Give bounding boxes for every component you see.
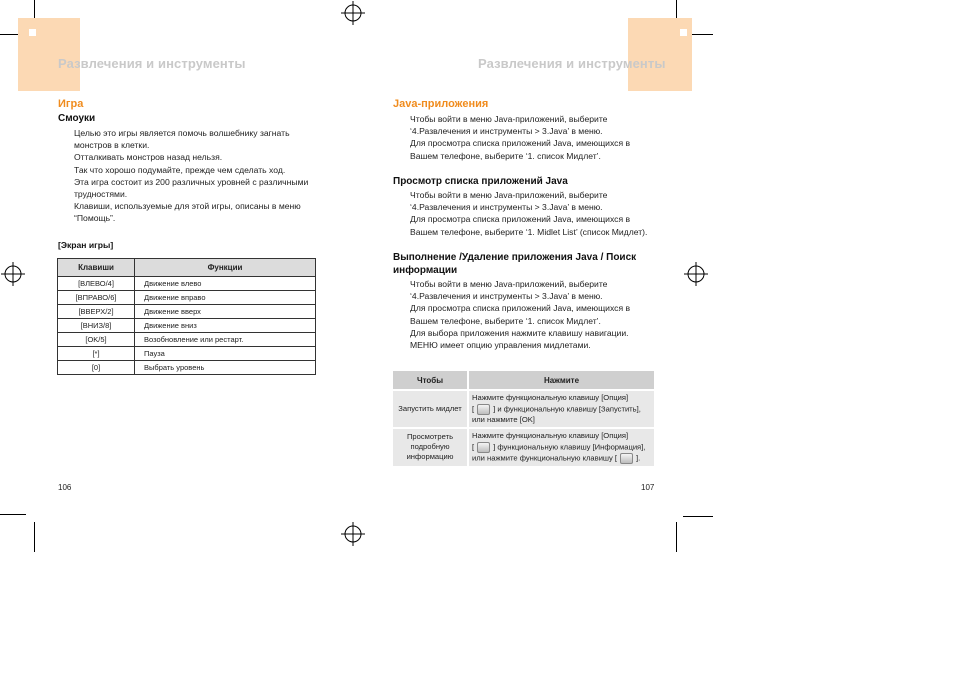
key-cell: [ВВЕРХ/2] xyxy=(58,305,135,319)
text-line: Чтобы войти в меню Java-приложений, выберите xyxy=(410,190,608,200)
table-header-row xyxy=(393,371,654,389)
java-actions-table xyxy=(393,369,654,468)
page-number-left: 106 xyxy=(58,483,72,492)
text-line: Отталкивать монстров назад нельзя. xyxy=(74,152,223,163)
instruction-cell xyxy=(469,429,654,466)
text-line: Для просмотра списка приложений Java, имеющихся в xyxy=(410,214,631,225)
text-line: Нажмите функциональную клавишу [Опция] xyxy=(472,431,629,440)
java-intro xyxy=(410,113,630,162)
text-fragment: ] и функциональную клавишу [Запустить], xyxy=(493,404,641,413)
text-line: Вашем телефоне, выберите ‘1. список Мидлет’. xyxy=(410,315,601,326)
text-line: ‘4.Развлечения и инструменты > 3.Java’ в меню. xyxy=(410,126,603,137)
function-cell: Движение влево xyxy=(135,277,316,291)
function-cell: Движение вверх xyxy=(135,305,316,319)
text-line: Для просмотра списка приложений Java, имеющихся в xyxy=(410,303,631,314)
text-fragment: или нажмите функциональную клавишу [ xyxy=(472,453,618,462)
view-list-title: Просмотр списка приложений Java xyxy=(393,176,568,187)
text-line: монстров в клетки. xyxy=(74,140,150,151)
action-cell xyxy=(393,429,469,466)
function-cell: Выбрать уровень xyxy=(135,361,316,375)
key-cell: [*] xyxy=(58,347,135,361)
action-cell: Запустить мидлет xyxy=(393,391,469,427)
table-row xyxy=(58,347,316,361)
registration-mark-bottom xyxy=(341,522,365,546)
function-cell: Возобновление или рестарт. xyxy=(135,333,316,347)
text-line: Для выбора приложения нажмите клавишу навигации. xyxy=(410,327,629,338)
crop-mark xyxy=(676,522,677,552)
screen-title: [Экран игры] xyxy=(58,240,114,250)
text-line: трудностями. xyxy=(74,189,128,200)
bracket-text: [ xyxy=(472,442,475,451)
text-line: или нажмите [OK] xyxy=(472,414,535,424)
bracket-text: [ xyxy=(472,404,475,413)
exec-title-line: информации xyxy=(393,265,458,276)
section-title-java: Java-приложения xyxy=(393,98,489,110)
function-cell: Движение вправо xyxy=(135,291,316,305)
table-row xyxy=(58,319,316,333)
text-line: ‘4.Развлечения и инструменты > 3.Java’ в меню. xyxy=(410,291,603,302)
text-line: информацию xyxy=(406,452,454,462)
text-line: Эта игра состоит из 200 различных уровней с различными xyxy=(74,176,309,187)
text-fragment: ] функциональную клавишу [Информация], xyxy=(493,442,646,451)
soft-key-icon xyxy=(477,442,490,453)
table-header-row xyxy=(58,259,316,277)
registration-mark-top xyxy=(341,1,365,25)
header-title-left: Развлечения и инструменты xyxy=(58,56,246,71)
text-line: Просмотреть xyxy=(406,432,454,442)
key-cell: [ВПРАВО/6] xyxy=(58,291,135,305)
view-list-text xyxy=(410,189,647,238)
table-row xyxy=(393,391,654,427)
exec-title xyxy=(393,251,636,277)
registration-mark-right xyxy=(684,262,708,286)
page-number-right: 107 xyxy=(641,483,655,492)
text-line: Нажмите функциональную клавишу [Опция] xyxy=(472,393,629,402)
table-row xyxy=(58,277,316,291)
key-cell: [0] xyxy=(58,361,135,375)
text-line xyxy=(472,453,651,464)
key-cell: [OK/5] xyxy=(58,333,135,347)
exec-title-line: Выполнение /Удаление приложения Java / Поиск xyxy=(393,252,637,263)
table-row xyxy=(58,333,316,347)
column-header-keys: Клавиши xyxy=(58,259,135,277)
keys-table xyxy=(57,258,316,375)
text-line: МЕНЮ имеет опцию управления мидлетами. xyxy=(410,340,591,351)
crop-mark xyxy=(683,516,713,517)
crop-mark xyxy=(0,514,26,515)
header-block-left xyxy=(18,18,80,91)
text-fragment: ]. xyxy=(636,453,641,462)
function-cell: Пауза xyxy=(135,347,316,361)
table-row xyxy=(58,361,316,375)
table-row xyxy=(58,305,316,319)
text-line: ‘4.Развлечения и инструменты > 3.Java’ в меню. xyxy=(410,202,603,213)
game-description xyxy=(74,127,308,225)
column-header-press: Нажмите xyxy=(469,371,654,389)
instruction-cell xyxy=(469,391,654,427)
text-line: Целью это игры является помочь волшебнику загнать xyxy=(74,128,290,138)
text-line: Вашем телефоне, выберите ‘1. список Мидлет’. xyxy=(410,150,601,161)
key-cell: [ВЛЕВО/4] xyxy=(58,277,135,291)
text-line: Чтобы войти в меню Java-приложений, выберите xyxy=(410,114,608,124)
text-line: Вашем телефоне, выберите ‘1. Midlet List’ (список Мидлет). xyxy=(410,226,648,237)
key-cell: [ВНИЗ/8] xyxy=(58,319,135,333)
header-notch xyxy=(680,29,687,36)
soft-key-icon xyxy=(620,453,633,464)
text-line: Для просмотра списка приложений Java, имеющихся в xyxy=(410,138,631,149)
text-line: подробную xyxy=(410,442,450,452)
header-title-right: Развлечения и инструменты xyxy=(478,56,666,71)
header-notch xyxy=(29,29,36,36)
text-line xyxy=(472,442,651,453)
crop-mark xyxy=(34,522,35,552)
text-line: “Помощь”. xyxy=(74,213,116,224)
column-header-to: Чтобы xyxy=(393,371,469,389)
text-line: Клавиши, используемые для этой игры, описаны в меню xyxy=(74,201,301,212)
column-header-functions: Функции xyxy=(135,259,316,277)
exec-text xyxy=(410,278,630,351)
table-row xyxy=(58,291,316,305)
soft-key-icon xyxy=(477,404,490,415)
function-cell: Движение вниз xyxy=(135,319,316,333)
table-row xyxy=(393,429,654,466)
registration-mark-left xyxy=(1,262,25,286)
game-title: Смоуки xyxy=(58,113,96,124)
text-line: Так что хорошо подумайте, прежде чем сделать ход. xyxy=(74,164,286,175)
text-line xyxy=(472,404,651,415)
section-title-game: Игра xyxy=(58,98,84,110)
text-line: Чтобы войти в меню Java-приложений, выберите xyxy=(410,279,608,289)
